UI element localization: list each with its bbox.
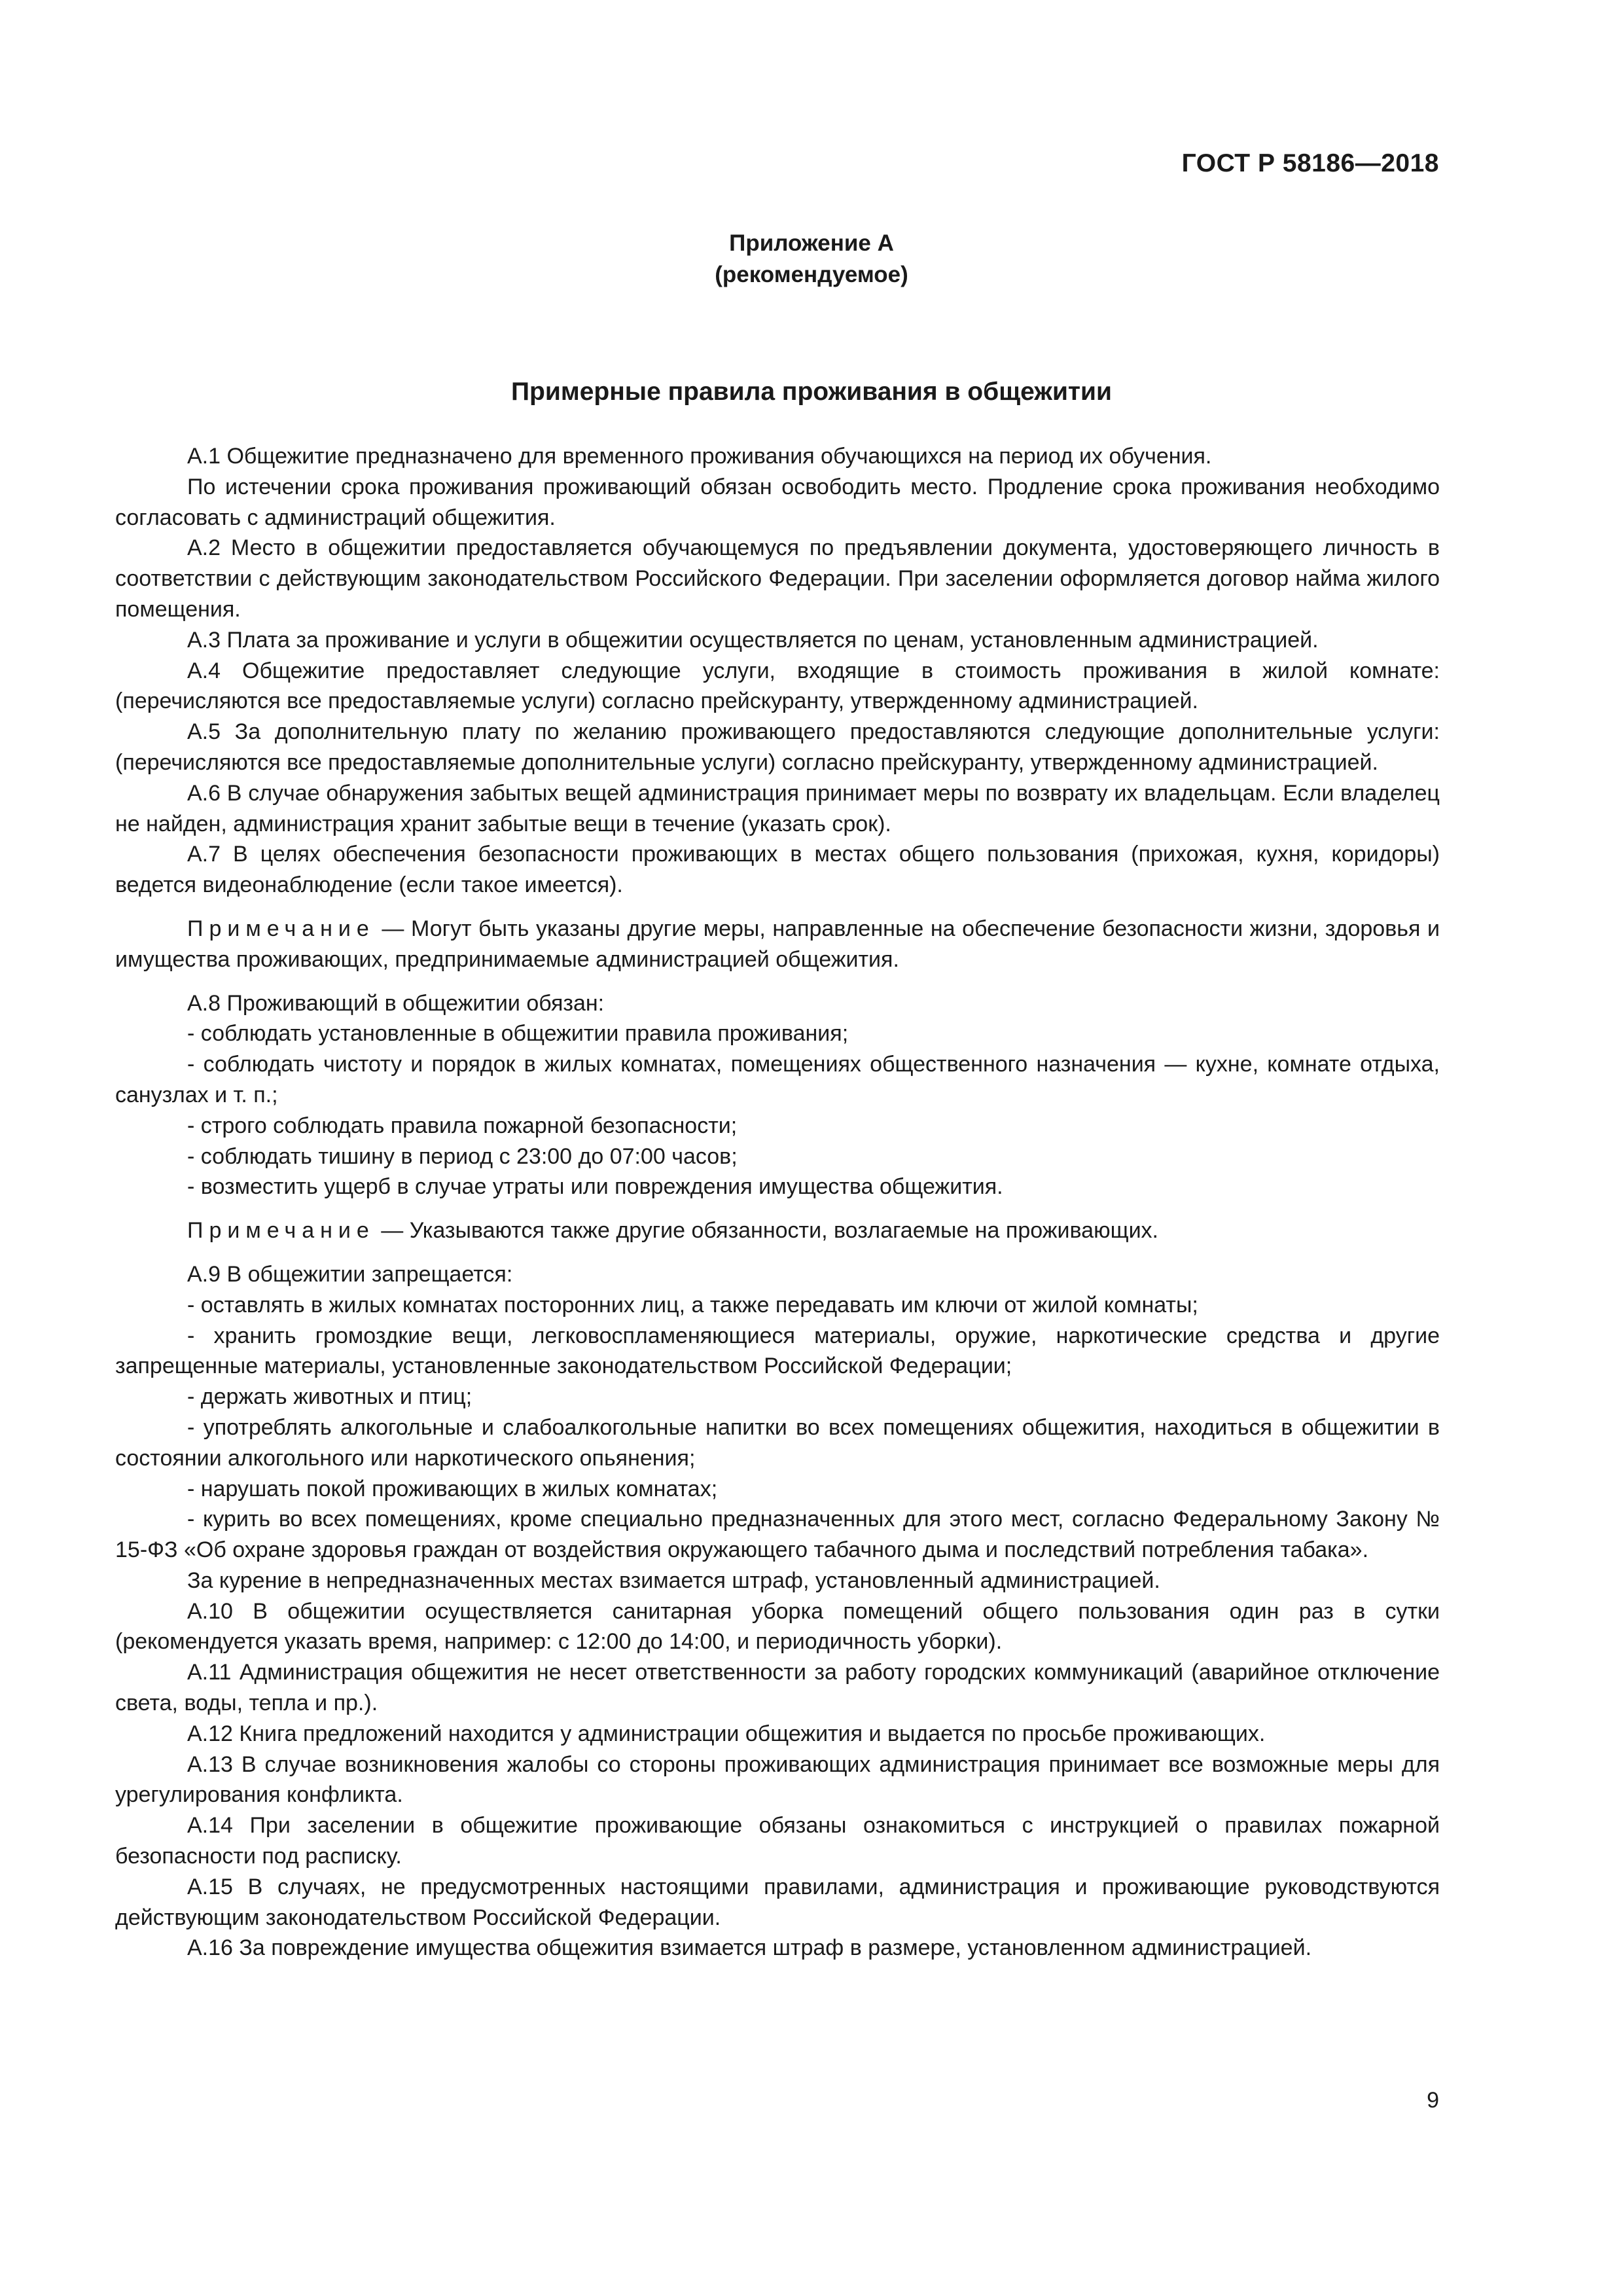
paragraph-a4: А.4 Общежитие предоставляет следующие услуги, входящие в стоимость проживания в жилой комнате: (перечисляются все предоставляемые услуги) согласно прейскуранту, утвержденному администрацией. xyxy=(115,658,1440,714)
note-2-text: — Указываются также другие обязанности, возлагаемые на проживающих. xyxy=(374,1218,1159,1244)
list-item-a9-6: - курить во всех помещениях, кроме специально предназначенных для этого мест, согласно Федеральному Закону № 15-ФЗ «Об охране здоровья граждан от воздействия окружающего табачного дыма и последствий потребления табака». xyxy=(115,1507,1440,1563)
page-number: 9 xyxy=(1427,2088,1439,2113)
document-title: Примерные правила проживания в общежитии xyxy=(511,378,1112,406)
paragraph-a1-continued: По истечении срока проживания проживающий обязан освободить место. Продление срока проживания необходимо согласовать с администраций общежития. xyxy=(115,474,1440,530)
note-2 xyxy=(115,1215,1440,1246)
paragraph-a9-fine: За курение в непредназначенных местах взимается штраф, установленный администрацией. xyxy=(187,1568,1160,1593)
list-item-a9-5: - нарушать покой проживающих в жилых комнатах; xyxy=(187,1476,718,1501)
note-1-text: — Могут быть указаны другие меры, направленные на обеспечение безопасности жизни, здоровья и имущества проживающих, предпринимаемые администрацией общежития. xyxy=(115,916,1440,972)
paragraph-a15: А.15 В случаях, не предусмотренных настоящими правилами, администрация и проживающие руководствуются действующим законодательством Российской Федерации. xyxy=(115,1874,1440,1930)
annex-heading xyxy=(0,228,1623,291)
document-body xyxy=(115,441,1440,1964)
list-item-a8-1: - соблюдать установленные в общежитии правила проживания; xyxy=(187,1021,849,1047)
paragraph-a6: А.6 В случае обнаружения забытых вещей администрация принимает меры по возврату их владельцам. Если владелец не найден, администрация хранит забытые вещи в течение (указать срок). xyxy=(115,780,1440,836)
paragraph-a2: А.2 Место в общежитии предоставляется обучающемуся по предъявлении документа, удостоверяющего личность в соответствии с действующим законодательством Российского Федерации. При заселении оформляется договор найма жилого помещения. xyxy=(115,535,1440,622)
paragraph-a1: А.1 Общежитие предназначено для временного проживания обучающихся на период их обучения. xyxy=(187,444,1212,469)
paragraph-a14: А.14 При заселении в общежитие проживающие обязаны ознакомиться с инструкцией о правилах пожарной безопасности под расписку. xyxy=(115,1813,1440,1869)
paragraph-a10: А.10 В общежитии осуществляется санитарная уборка помещений общего пользования один раз в сутки (рекомендуется указать время, например: с 12:00 до 14:00, и периодичность уборки). xyxy=(115,1598,1440,1655)
standard-code: ГОСТ Р 58186—2018 xyxy=(1181,149,1439,177)
list-item-a9-2: - хранить громоздкие вещи, легковоспламеняющиеся материалы, оружие, наркотические средства и другие запрещенные материалы, установленные законодательством Российской Федерации; xyxy=(115,1323,1440,1379)
paragraph-a7: А.7 В целях обеспечения безопасности проживающих в местах общего пользования (прихожая, кухня, коридоры) ведется видеонаблюдение (если такое имеется). xyxy=(115,842,1440,898)
list-item-a9-4: - употреблять алкогольные и слабоалкогольные напитки во всех помещениях общежития, находиться в общежитии в состоянии алкогольного или наркотического опьянения; xyxy=(115,1414,1440,1471)
paragraph-a16: А.16 За повреждение имущества общежития взимается штраф в размере, установленном администрацией. xyxy=(187,1935,1312,1961)
list-item-a8-4: - соблюдать тишину в период с 23:00 до 07:00 часов; xyxy=(187,1143,738,1169)
paragraph-a11: А.11 Администрация общежития не несет ответственности за работу городских коммуникаций (аварийное отключение света, воды, тепла и пр.). xyxy=(115,1660,1440,1716)
list-item-a8-2: - соблюдать чистоту и порядок в жилых комнатах, помещениях общественного назначения — кухне, комнате отдыха, санузлах и т. п.; xyxy=(115,1052,1440,1107)
paragraph-a5: А.5 За дополнительную плату по желанию проживающего предоставляются следующие дополнительные услуги: (перечисляются все предоставляемые дополнительные услуги) согласно прейскуранту, утвержденному администрацией. xyxy=(115,719,1440,775)
annex-title: Приложение А xyxy=(729,230,894,256)
paragraph-a3: А.3 Плата за проживание и услуги в общежитии осуществляется по ценам, установленным администрацией. xyxy=(187,627,1319,653)
annex-status: (рекомендуемое) xyxy=(715,262,908,287)
list-item-a9-3: - держать животных и птиц; xyxy=(187,1384,473,1410)
note-2-label: Примечание xyxy=(187,1218,375,1244)
list-item-a9-1: - оставлять в жилых комнатах посторонних лиц, а также передавать им ключи от жилой комнаты; xyxy=(187,1292,1198,1318)
paragraph-a13: А.13 В случае возникновения жалобы со стороны проживающих администрация принимает все возможные меры для урегулирования конфликта. xyxy=(115,1751,1440,1808)
paragraph-a8: А.8 Проживающий в общежитии обязан: xyxy=(187,990,605,1016)
note-1 xyxy=(115,914,1440,975)
note-1-label: Примечание xyxy=(187,916,375,941)
paragraph-a9: А.9 В общежитии запрещается: xyxy=(187,1261,513,1287)
list-item-a8-5: - возместить ущерб в случае утраты или повреждения имущества общежития. xyxy=(187,1174,1003,1200)
paragraph-a12: А.12 Книга предложений находится у администрации общежития и выдается по просьбе проживающих. xyxy=(187,1721,1266,1746)
list-item-a8-3: - строго соблюдать правила пожарной безопасности; xyxy=(187,1113,738,1138)
